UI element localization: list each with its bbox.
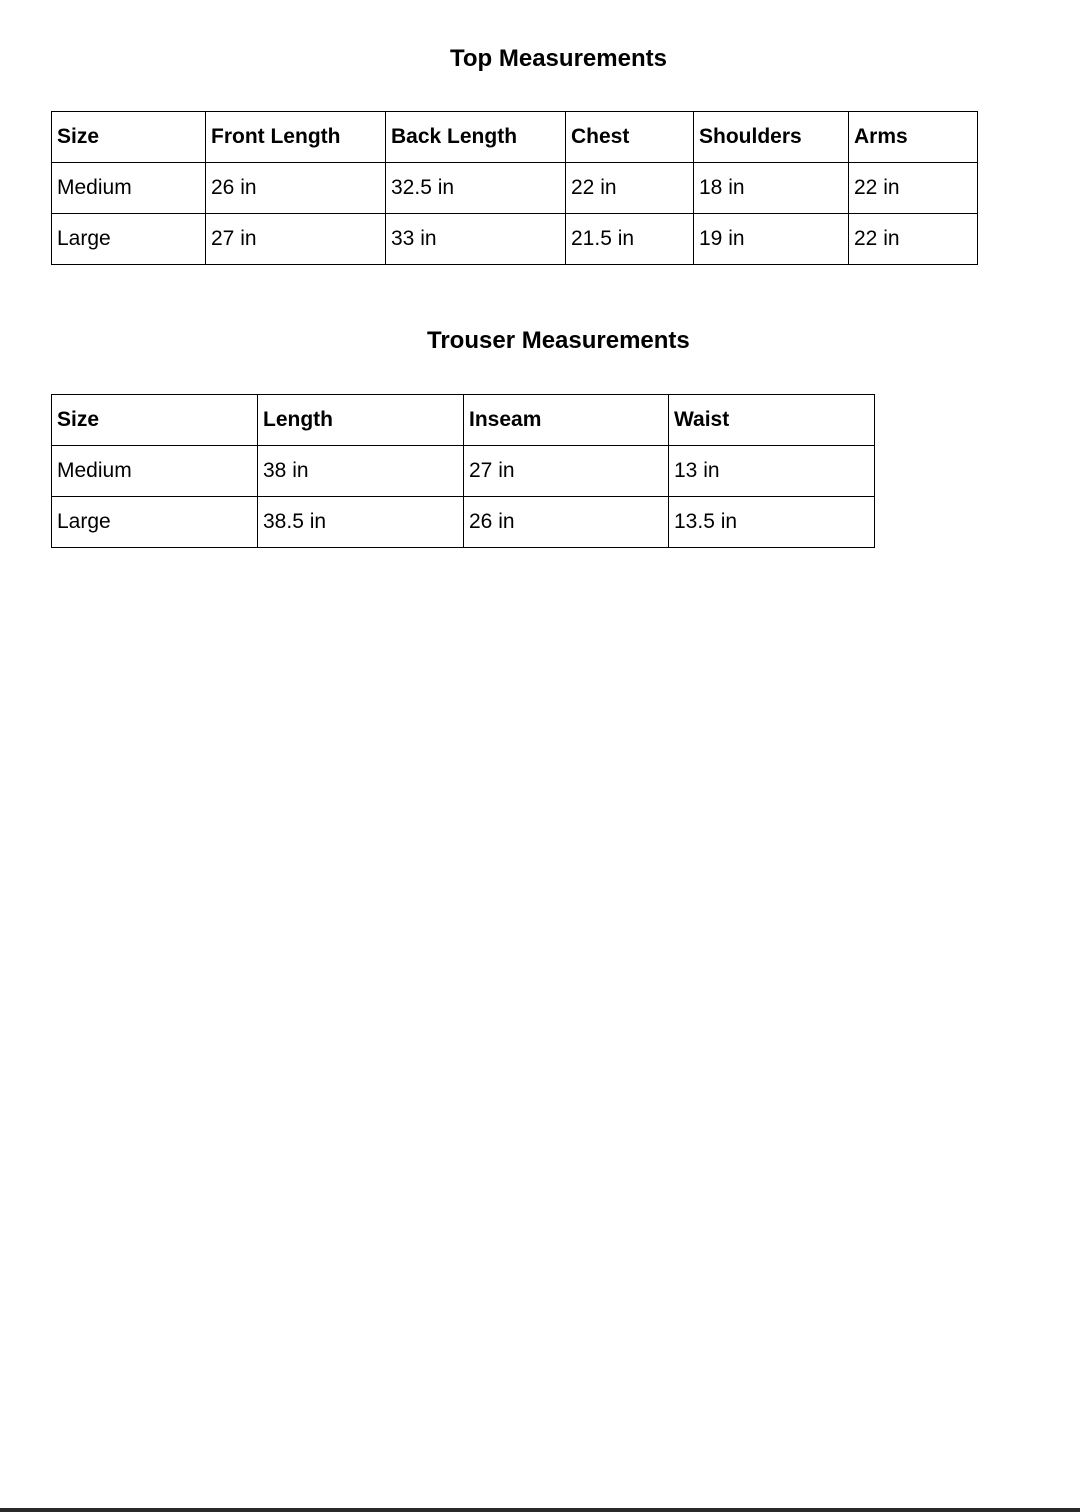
top-measurements-title: Top Measurements xyxy=(450,45,667,72)
header-size: Size xyxy=(52,395,258,446)
table-header-row xyxy=(52,395,875,446)
page-bottom-rule xyxy=(0,1508,1080,1512)
header-back-length: Back Length xyxy=(386,112,566,163)
header-shoulders: Shoulders xyxy=(694,112,849,163)
table-row xyxy=(52,163,978,214)
cell-length: 38.5 in xyxy=(258,497,464,548)
header-front-length: Front Length xyxy=(206,112,386,163)
trouser-measurements-table xyxy=(51,394,875,548)
cell-size: Medium xyxy=(52,446,258,497)
cell-shoulders: 18 in xyxy=(694,163,849,214)
table-row xyxy=(52,497,875,548)
cell-size: Medium xyxy=(52,163,206,214)
header-inseam: Inseam xyxy=(464,395,669,446)
cell-back-length: 33 in xyxy=(386,214,566,265)
cell-front-length: 26 in xyxy=(206,163,386,214)
cell-shoulders: 19 in xyxy=(694,214,849,265)
table-row xyxy=(52,446,875,497)
header-waist: Waist xyxy=(669,395,875,446)
cell-length: 38 in xyxy=(258,446,464,497)
cell-size: Large xyxy=(52,214,206,265)
header-chest: Chest xyxy=(566,112,694,163)
table-header-row xyxy=(52,112,978,163)
cell-arms: 22 in xyxy=(849,163,978,214)
cell-size: Large xyxy=(52,497,258,548)
cell-back-length: 32.5 in xyxy=(386,163,566,214)
cell-waist: 13.5 in xyxy=(669,497,875,548)
table-row xyxy=(52,214,978,265)
cell-front-length: 27 in xyxy=(206,214,386,265)
header-arms: Arms xyxy=(849,112,978,163)
cell-arms: 22 in xyxy=(849,214,978,265)
header-length: Length xyxy=(258,395,464,446)
cell-chest: 22 in xyxy=(566,163,694,214)
cell-inseam: 27 in xyxy=(464,446,669,497)
trouser-measurements-title: Trouser Measurements xyxy=(427,327,690,354)
cell-waist: 13 in xyxy=(669,446,875,497)
top-measurements-table xyxy=(51,111,978,265)
cell-chest: 21.5 in xyxy=(566,214,694,265)
header-size: Size xyxy=(52,112,206,163)
cell-inseam: 26 in xyxy=(464,497,669,548)
